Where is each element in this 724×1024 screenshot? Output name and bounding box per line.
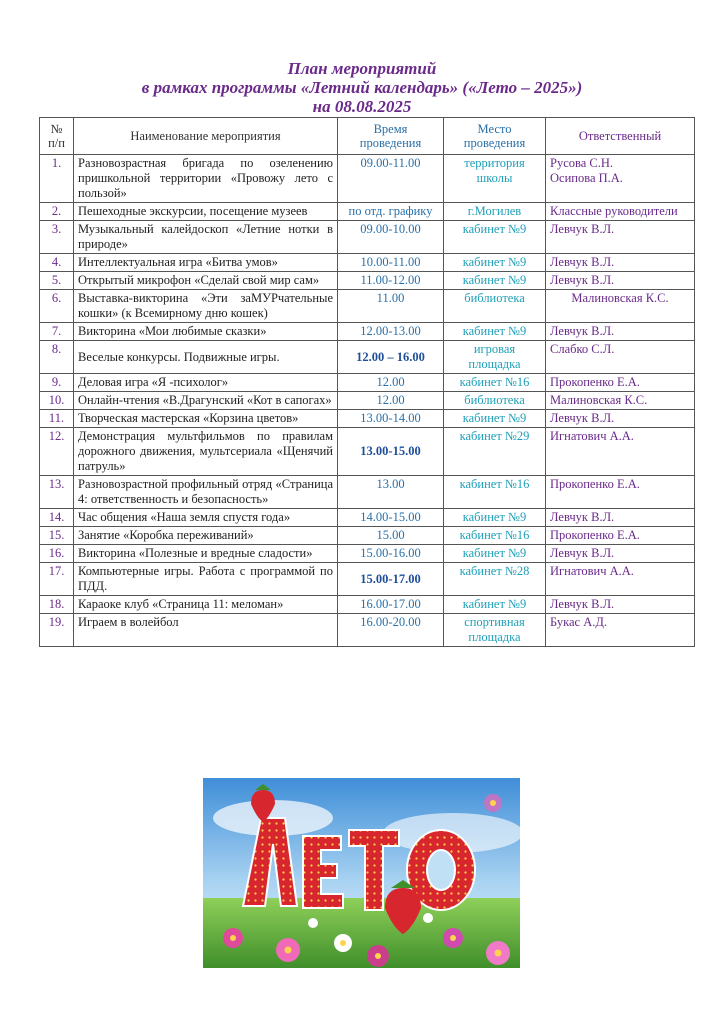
event-responsible: Левчук В.Л. <box>546 545 695 563</box>
event-place: кабинет №9 <box>444 545 546 563</box>
table-row <box>40 428 695 476</box>
table-row <box>40 272 695 290</box>
table-row <box>40 545 695 563</box>
header-responsible: Ответственный <box>546 118 695 155</box>
row-number: 11. <box>40 410 74 428</box>
table-row <box>40 476 695 509</box>
event-responsible: Слабко С.Л. <box>546 341 695 374</box>
event-time: 12.00-13.00 <box>338 323 444 341</box>
event-responsible: Букас А.Д. <box>546 614 695 647</box>
event-responsible: Игнатович А.А. <box>546 428 695 476</box>
row-number: 10. <box>40 392 74 410</box>
event-place: кабинет №9 <box>444 596 546 614</box>
row-number: 13. <box>40 476 74 509</box>
table-row <box>40 341 695 374</box>
row-number: 16. <box>40 545 74 563</box>
event-name: Веселые конкурсы. Подвижные игры. <box>74 341 338 374</box>
event-time: 11.00-12.00 <box>338 272 444 290</box>
event-time: 15.00-16.00 <box>338 545 444 563</box>
event-time: 13.00 <box>338 476 444 509</box>
event-time: 14.00-15.00 <box>338 509 444 527</box>
event-name: Творческая мастерская «Корзина цветов» <box>74 410 338 428</box>
event-name: Час общения «Наша земля спустя года» <box>74 509 338 527</box>
event-responsible: Левчук В.Л. <box>546 509 695 527</box>
summer-poster-image <box>203 778 520 968</box>
event-time: 09.00-11.00 <box>338 155 444 203</box>
table-row <box>40 596 695 614</box>
event-name: Онлайн-чтения «В.Драгунский «Кот в сапогах» <box>74 392 338 410</box>
event-time: 16.00-17.00 <box>338 596 444 614</box>
row-number: 1. <box>40 155 74 203</box>
event-place: г.Могилев <box>444 203 546 221</box>
row-number: 14. <box>40 509 74 527</box>
event-name: Музыкальный калейдоскоп «Летние нотки в природе» <box>74 221 338 254</box>
event-time: 15.00-17.00 <box>338 563 444 596</box>
event-time: 11.00 <box>338 290 444 323</box>
event-place: библиотека <box>444 290 546 323</box>
table-row <box>40 203 695 221</box>
event-name: Играем в волейбол <box>74 614 338 647</box>
row-number: 9. <box>40 374 74 392</box>
row-number: 8. <box>40 341 74 374</box>
event-place: кабинет №9 <box>444 254 546 272</box>
table-row <box>40 392 695 410</box>
event-place: спортивная площадка <box>444 614 546 647</box>
event-name: Разновозрастной профильный отряд «Страница 4: ответственность и безопасность» <box>74 476 338 509</box>
table-row <box>40 563 695 596</box>
event-time: 13.00-14.00 <box>338 410 444 428</box>
row-number: 17. <box>40 563 74 596</box>
table-row <box>40 509 695 527</box>
event-place: кабинет №16 <box>444 476 546 509</box>
table-row <box>40 254 695 272</box>
event-place: игровая площадка <box>444 341 546 374</box>
event-name: Компьютерные игры. Работа с программой по ПДД. <box>74 563 338 596</box>
event-place: кабинет №9 <box>444 221 546 254</box>
event-place: кабинет №16 <box>444 374 546 392</box>
event-responsible: Малиновская К.С. <box>546 290 695 323</box>
event-time: 16.00-20.00 <box>338 614 444 647</box>
event-responsible: Классные руководители <box>546 203 695 221</box>
header-number: № п/п <box>40 118 74 155</box>
table-row <box>40 221 695 254</box>
event-time: 09.00-10.00 <box>338 221 444 254</box>
event-name: Интеллектуальная игра «Битва умов» <box>74 254 338 272</box>
event-responsible: Прокопенко Е.А. <box>546 527 695 545</box>
event-place: библиотека <box>444 392 546 410</box>
event-responsible: Левчук В.Л. <box>546 323 695 341</box>
row-number: 15. <box>40 527 74 545</box>
event-responsible: Прокопенко Е.А. <box>546 476 695 509</box>
event-place: кабинет №9 <box>444 272 546 290</box>
row-number: 12. <box>40 428 74 476</box>
event-time: 12.00 – 16.00 <box>338 341 444 374</box>
event-name: Демонстрация мультфильмов по правилам дорожного движения, мультсериала «Щенячий патруль» <box>74 428 338 476</box>
event-responsible: Малиновская К.С. <box>546 392 695 410</box>
event-place: кабинет №29 <box>444 428 546 476</box>
title-line-1: План мероприятий <box>287 59 437 78</box>
event-responsible: Левчук В.Л. <box>546 272 695 290</box>
event-name: Викторина «Мои любимые сказки» <box>74 323 338 341</box>
event-responsible: Игнатович А.А. <box>546 563 695 596</box>
events-table <box>39 117 695 647</box>
event-name: Караоке клуб «Страница 11: меломан» <box>74 596 338 614</box>
event-responsible: Левчук В.Л. <box>546 410 695 428</box>
row-number: 6. <box>40 290 74 323</box>
event-responsible: Русова С.Н. Осипова П.А. <box>546 155 695 203</box>
event-place: кабинет №28 <box>444 563 546 596</box>
event-responsible: Левчук В.Л. <box>546 596 695 614</box>
table-row <box>40 290 695 323</box>
row-number: 4. <box>40 254 74 272</box>
event-responsible: Прокопенко Е.А. <box>546 374 695 392</box>
event-name: Разновозрастная бригада по озеленению пришкольной территории «Провожу лето с пользой» <box>74 155 338 203</box>
row-number: 7. <box>40 323 74 341</box>
table-row <box>40 410 695 428</box>
event-name: Открытый микрофон «Сделай свой мир сам» <box>74 272 338 290</box>
table-row <box>40 527 695 545</box>
row-number: 2. <box>40 203 74 221</box>
event-name: Занятие «Коробка переживаний» <box>74 527 338 545</box>
table-header-row <box>40 118 695 155</box>
table-row <box>40 614 695 647</box>
event-responsible: Левчук В.Л. <box>546 254 695 272</box>
row-number: 3. <box>40 221 74 254</box>
event-responsible: Левчук В.Л. <box>546 221 695 254</box>
event-place: кабинет №9 <box>444 509 546 527</box>
title-line-2: в рамках программы «Летний календарь» («Лето – 2025») <box>141 78 583 97</box>
event-place: кабинет №16 <box>444 527 546 545</box>
table-row <box>40 155 695 203</box>
event-time: 15.00 <box>338 527 444 545</box>
event-time: 13.00-15.00 <box>338 428 444 476</box>
event-place: кабинет №9 <box>444 410 546 428</box>
event-name: Выставка-викторина «Эти заМУРчательные кошки» (к Всемирному дню кошек) <box>74 290 338 323</box>
event-time: по отд. графику <box>338 203 444 221</box>
event-time: 12.00 <box>338 374 444 392</box>
event-time: 10.00-11.00 <box>338 254 444 272</box>
event-name: Деловая игра «Я -психолог» <box>74 374 338 392</box>
row-number: 18. <box>40 596 74 614</box>
title-date: на 08.08.2025 <box>312 97 412 116</box>
summer-poster-graphic <box>203 778 520 968</box>
row-number: 19. <box>40 614 74 647</box>
event-name: Викторина «Полезные и вредные сладости» <box>74 545 338 563</box>
row-number: 5. <box>40 272 74 290</box>
table-row <box>40 374 695 392</box>
event-time: 12.00 <box>338 392 444 410</box>
header-event-name: Наименование мероприятия <box>74 118 338 155</box>
event-place: территория школы <box>444 155 546 203</box>
header-place: Место проведения <box>444 118 546 155</box>
header-time: Время проведения <box>338 118 444 155</box>
table-row <box>40 323 695 341</box>
event-name: Пешеходные экскурсии, посещение музеев <box>74 203 338 221</box>
event-place: кабинет №9 <box>444 323 546 341</box>
